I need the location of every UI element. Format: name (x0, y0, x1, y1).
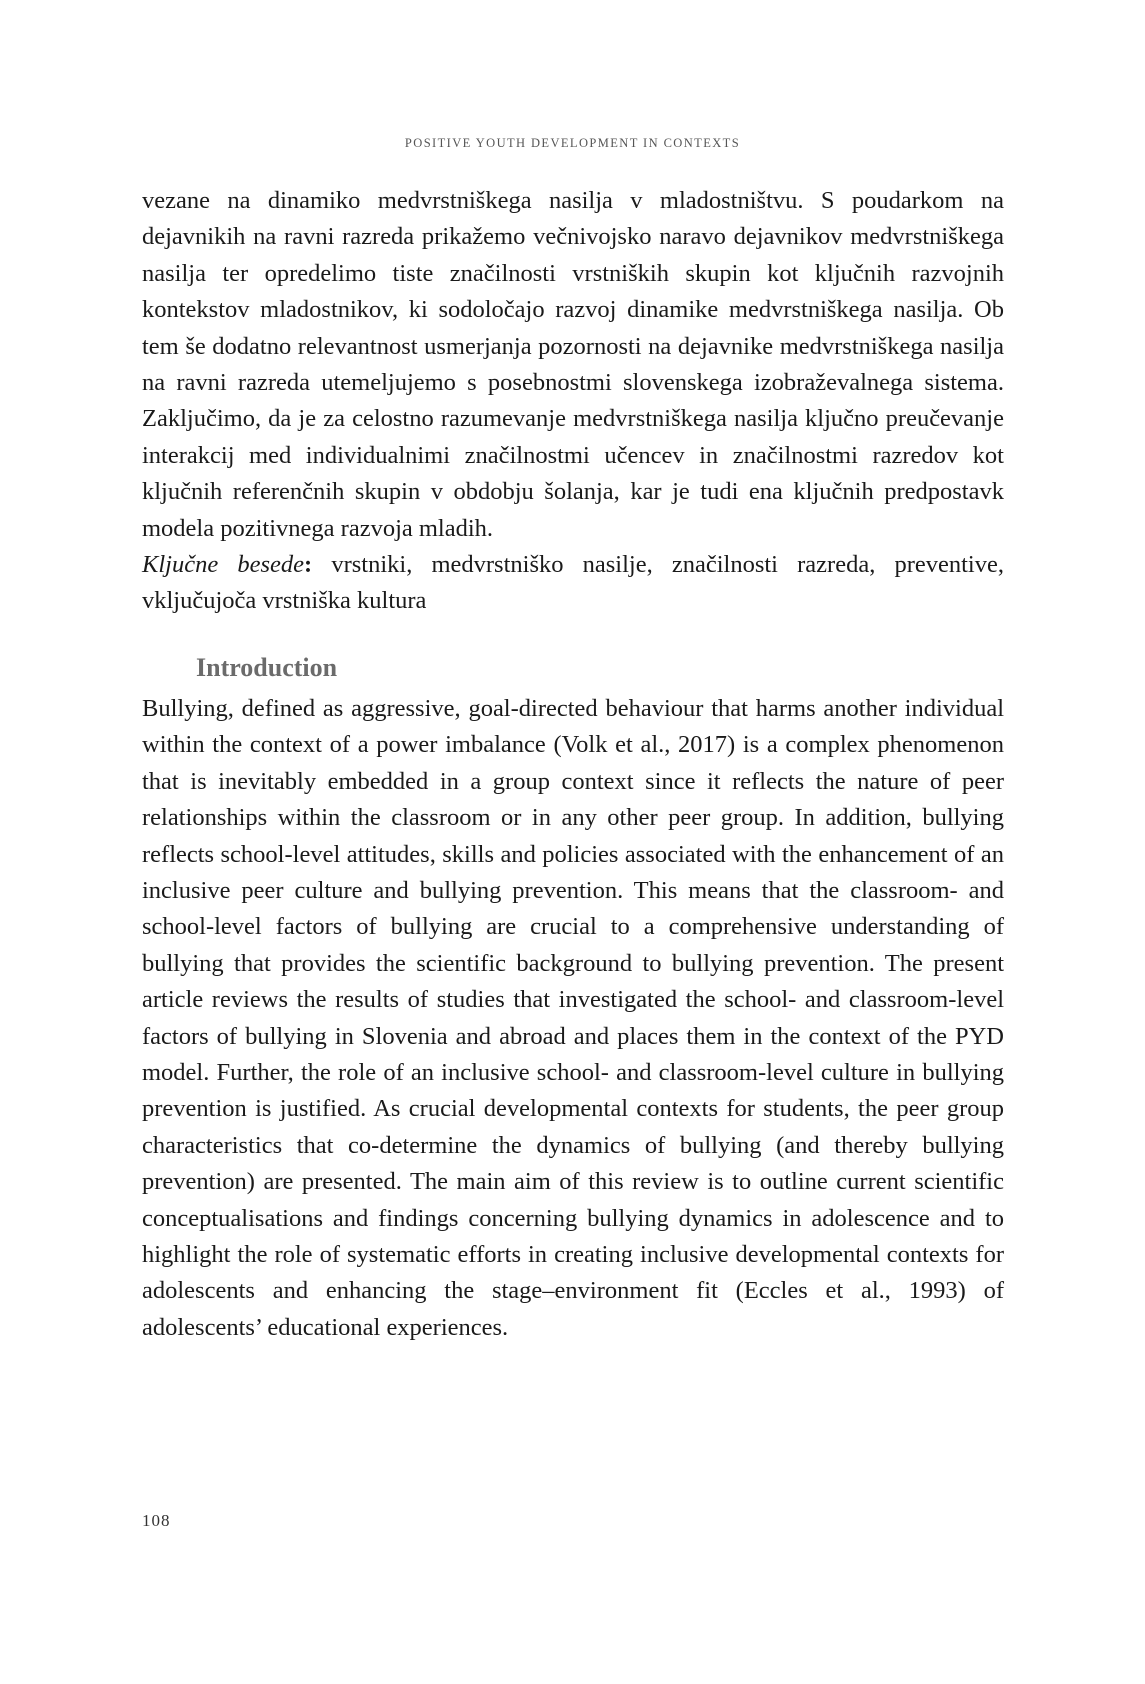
introduction-paragraph: Bullying, defined as aggressive, goal-directed behaviour that harms another individual within the context of a power imbalance (Volk et al., 2017) is a complex phenomenon that is inevitably embedded in a group context since it reflects the nature of peer relationships within the classroom or in any other peer group. In addition, bullying reflects school-level attitudes, skills and policies associated with the enhancement of an inclusive peer culture and bullying prevention. This means that the classroom- and school-level factors of bullying are crucial to a comprehensive understanding of bullying that provides the scientific background to bullying prevention. The present article reviews the results of studies that investigated the school- and classroom-level factors of bullying in Slovenia and abroad and places them in the context of the PYD model. Further, the role of an inclusive school- and classroom-level culture in bullying prevention is justified. As crucial developmental contexts for students, the peer group characteristics that co-determine the dynamics of bullying (and thereby bullying prevention) are presented. The main aim of this review is to outline current scientific conceptualisations and findings concerning bullying dynamics in adolescence and to highlight the role of systematic efforts in creating inclusive developmental contexts for adolescents and enhancing the stage–environment fit (Eccles et al., 1993) of adolescents’ educational experiences. (142, 694, 1004, 1341)
section-heading-introduction: Introduction (196, 652, 338, 682)
keywords-colon: : (304, 551, 313, 579)
page-number: 108 (142, 1511, 171, 1530)
abstract-paragraph: vezane na dinamiko medvrstniškega nasilja v mladostništvu. S poudarkom na dejavnikih na ravni razreda prikažemo večnivojsko naravo dejavnikov medvrstniškega nasilja ter opredelimo tiste značilnosti vrstniških skupin kot ključnih razvojnih kontekstov mladostnikov, ki sodoločajo razvoj dinamike medvrstniškega nasilja. Ob tem še dodatno relevantnost usmerjanja pozornosti na dejavnike medvrstniškega nasilja na ravni razreda utemeljujemo s posebnostmi slovenskega izobraževalnega sistema. Zaključimo, da je za celostno razumevanje medvrstniškega nasilja ključno preučevanje interakcij med individualnimi značilnostmi učencev in značilnostmi razredov kot ključnih referenčnih skupin v obdobju šolanja, kar je tudi ena ključnih predpostavk modela pozitivnega razvoja mladih. (142, 187, 1004, 542)
body-text (142, 183, 1004, 1346)
running-head: POSITIVE YOUTH DEVELOPMENT IN CONTEXTS (404, 136, 741, 150)
keywords-line (142, 547, 1004, 620)
keywords-label: Ključne besede (142, 551, 305, 579)
keywords-text: vrstniki, medvrstniško nasilje, značilnosti razreda, preventive, vključujoča vrstniška kultura (142, 551, 1004, 615)
